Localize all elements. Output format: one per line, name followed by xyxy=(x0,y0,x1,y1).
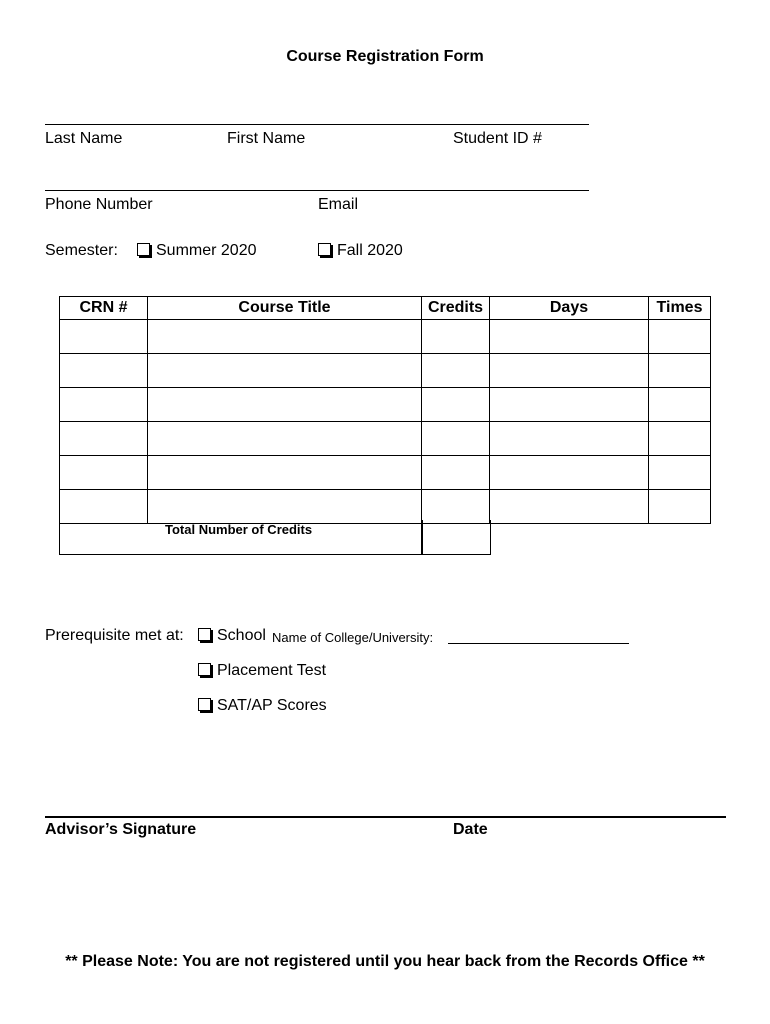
total-credits-label: Total Number of Credits xyxy=(165,522,313,537)
days-cell[interactable] xyxy=(490,354,649,388)
times-cell[interactable] xyxy=(649,422,711,456)
course-title-cell[interactable] xyxy=(148,354,422,388)
prereq-school-option[interactable] xyxy=(198,627,266,645)
times-cell[interactable] xyxy=(649,490,711,524)
course-title-cell[interactable] xyxy=(148,320,422,354)
student-id-label: Student ID # xyxy=(453,130,542,147)
crn-cell[interactable] xyxy=(60,490,148,524)
prereq-placement-label: Placement Test xyxy=(217,662,327,679)
credits-cell[interactable] xyxy=(422,320,490,354)
crn-cell[interactable] xyxy=(60,320,148,354)
college-name-label: Name of College/University: xyxy=(272,630,434,645)
course-table xyxy=(59,296,711,524)
course-title-cell[interactable] xyxy=(148,388,422,422)
times-cell[interactable] xyxy=(649,320,711,354)
semester-label: Semester: xyxy=(45,242,118,259)
phone-email-underline[interactable] xyxy=(45,190,589,191)
checkbox-summer[interactable] xyxy=(137,243,150,256)
times-cell[interactable] xyxy=(649,354,711,388)
header-times: Times xyxy=(649,297,711,320)
header-days: Days xyxy=(490,297,649,320)
prereq-placement-option[interactable] xyxy=(198,662,326,680)
header-crn: CRN # xyxy=(60,297,148,320)
form-title: Course Registration Form xyxy=(286,48,484,65)
days-cell[interactable] xyxy=(490,490,649,524)
course-title-cell[interactable] xyxy=(148,422,422,456)
total-credits-input[interactable] xyxy=(421,520,491,555)
course-title-cell[interactable] xyxy=(148,456,422,490)
header-credits: Credits xyxy=(422,297,490,320)
credits-cell[interactable] xyxy=(422,456,490,490)
days-cell[interactable] xyxy=(490,388,649,422)
last-name-label: Last Name xyxy=(45,130,123,147)
semester-fall-option[interactable] xyxy=(318,242,403,260)
semester-summer-option[interactable] xyxy=(137,242,257,260)
table-row xyxy=(60,490,711,524)
table-header-row xyxy=(60,297,711,320)
semester-fall-label: Fall 2020 xyxy=(337,242,403,259)
credits-cell[interactable] xyxy=(422,422,490,456)
prerequisite-label: Prerequisite met at: xyxy=(45,627,184,644)
prereq-sat-label: SAT/AP Scores xyxy=(217,697,327,714)
checkbox-placement[interactable] xyxy=(198,663,211,676)
times-cell[interactable] xyxy=(649,388,711,422)
registration-note: ** Please Note: You are not registered until you hear back from the Records Office ** xyxy=(65,953,705,970)
name-id-underline[interactable] xyxy=(45,124,589,125)
table-row xyxy=(60,422,711,456)
credits-cell[interactable] xyxy=(422,388,490,422)
times-cell[interactable] xyxy=(649,456,711,490)
credits-cell[interactable] xyxy=(422,354,490,388)
header-course-title: Course Title xyxy=(148,297,422,320)
crn-cell[interactable] xyxy=(60,422,148,456)
checkbox-sat[interactable] xyxy=(198,698,211,711)
first-name-label: First Name xyxy=(227,130,306,147)
table-row xyxy=(60,354,711,388)
crn-cell[interactable] xyxy=(60,388,148,422)
table-row xyxy=(60,456,711,490)
days-cell[interactable] xyxy=(490,456,649,490)
course-title-cell[interactable] xyxy=(148,490,422,524)
signature-line[interactable] xyxy=(45,816,726,818)
days-cell[interactable] xyxy=(490,320,649,354)
table-row xyxy=(60,320,711,354)
crn-cell[interactable] xyxy=(60,354,148,388)
phone-label: Phone Number xyxy=(45,196,153,213)
credits-cell[interactable] xyxy=(422,490,490,524)
advisor-signature-label: Advisor’s Signature xyxy=(45,821,197,838)
date-label: Date xyxy=(453,821,488,838)
semester-summer-label: Summer 2020 xyxy=(156,242,257,259)
table-row xyxy=(60,388,711,422)
checkbox-school[interactable] xyxy=(198,628,211,641)
checkbox-fall[interactable] xyxy=(318,243,331,256)
prereq-school-label: School xyxy=(217,627,266,644)
crn-cell[interactable] xyxy=(60,456,148,490)
email-label: Email xyxy=(318,196,359,213)
college-name-field[interactable] xyxy=(448,643,629,644)
days-cell[interactable] xyxy=(490,422,649,456)
prereq-sat-option[interactable] xyxy=(198,697,327,715)
